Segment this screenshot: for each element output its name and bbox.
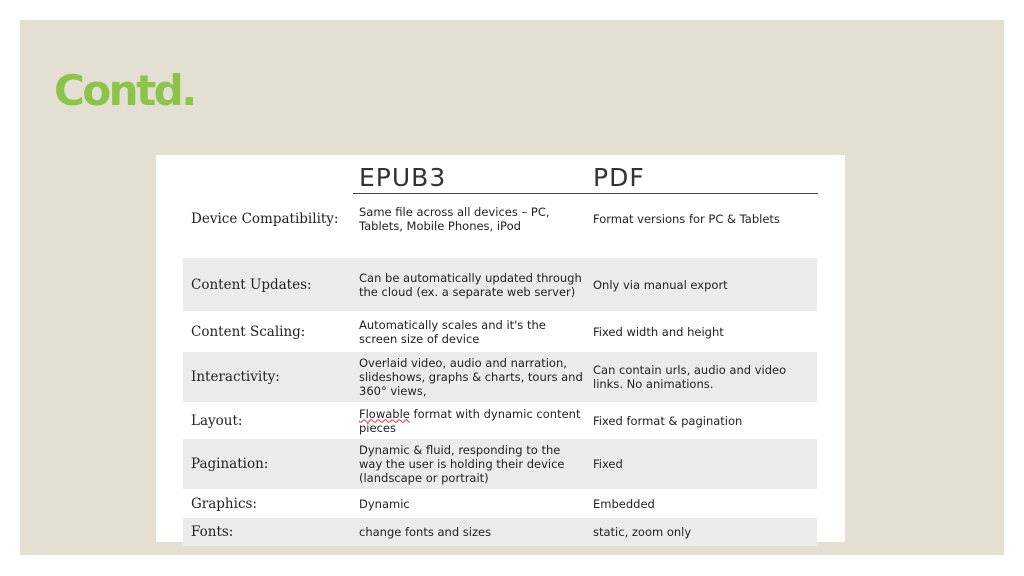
epub-cell — [359, 403, 584, 438]
epub-cell: Same file across all devices – PC, Tablets, Mobile Phones, iPod — [359, 205, 550, 233]
epub-cell-text: format with dynamic content pieces — [359, 406, 581, 435]
row-label: Pagination: — [191, 456, 269, 472]
epub-cell: Dynamic — [359, 497, 410, 511]
table-row-layout — [183, 403, 817, 438]
pdf-cell: Format versions for PC & Tablets — [593, 212, 780, 226]
header-pdf: PDF — [593, 163, 645, 192]
row-label: Layout: — [191, 412, 243, 429]
epub-cell: Automatically scales and it's the screen size of device — [359, 318, 546, 346]
table-row-content-scaling — [183, 313, 817, 351]
pdf-cell: Fixed — [593, 457, 623, 471]
comparison-table — [156, 155, 845, 542]
pdf-cell: Fixed width and height — [593, 325, 724, 339]
slide-title: Contd. — [54, 66, 195, 115]
pdf-cell: Fixed format & pagination — [593, 413, 743, 428]
pdf-cell: Can contain urls, audio and video links. No animations. — [593, 363, 787, 391]
table-row-interactivity — [183, 352, 817, 402]
pdf-cell: Only via manual export — [593, 277, 728, 292]
row-label: Device Compatibility: — [191, 211, 339, 227]
table-row-pagination — [183, 439, 817, 489]
row-label: Fonts: — [191, 524, 234, 540]
epub-cell: change fonts and sizes — [359, 525, 492, 539]
row-label: Content Updates: — [191, 276, 312, 293]
pdf-cell: static, zoom only — [593, 525, 692, 539]
row-label: Interactivity: — [191, 369, 280, 385]
header-epub3: EPUB3 — [359, 163, 447, 192]
table-row-graphics — [183, 491, 817, 517]
epub-cell: Can be automatically updated through the cloud (ex. a separate web server) — [359, 270, 582, 299]
table-row-device-compatibility — [183, 199, 817, 239]
epub-cell: Overlaid video, audio and narration, slideshows, graphs & charts, tours and 360° views, — [359, 356, 583, 398]
slide — [20, 20, 1004, 555]
pdf-cell: Embedded — [593, 497, 655, 511]
epub-cell: Dynamic & fluid, responding to the way the user is holding their device (landscape or portrait) — [359, 443, 565, 485]
row-label: Content Scaling: — [191, 324, 306, 340]
misspelled-word: Flowable — [359, 406, 410, 421]
header-divider — [353, 193, 818, 194]
row-label: Graphics: — [191, 496, 257, 512]
table-row-fonts — [183, 518, 817, 546]
table-row-content-updates — [183, 258, 817, 311]
